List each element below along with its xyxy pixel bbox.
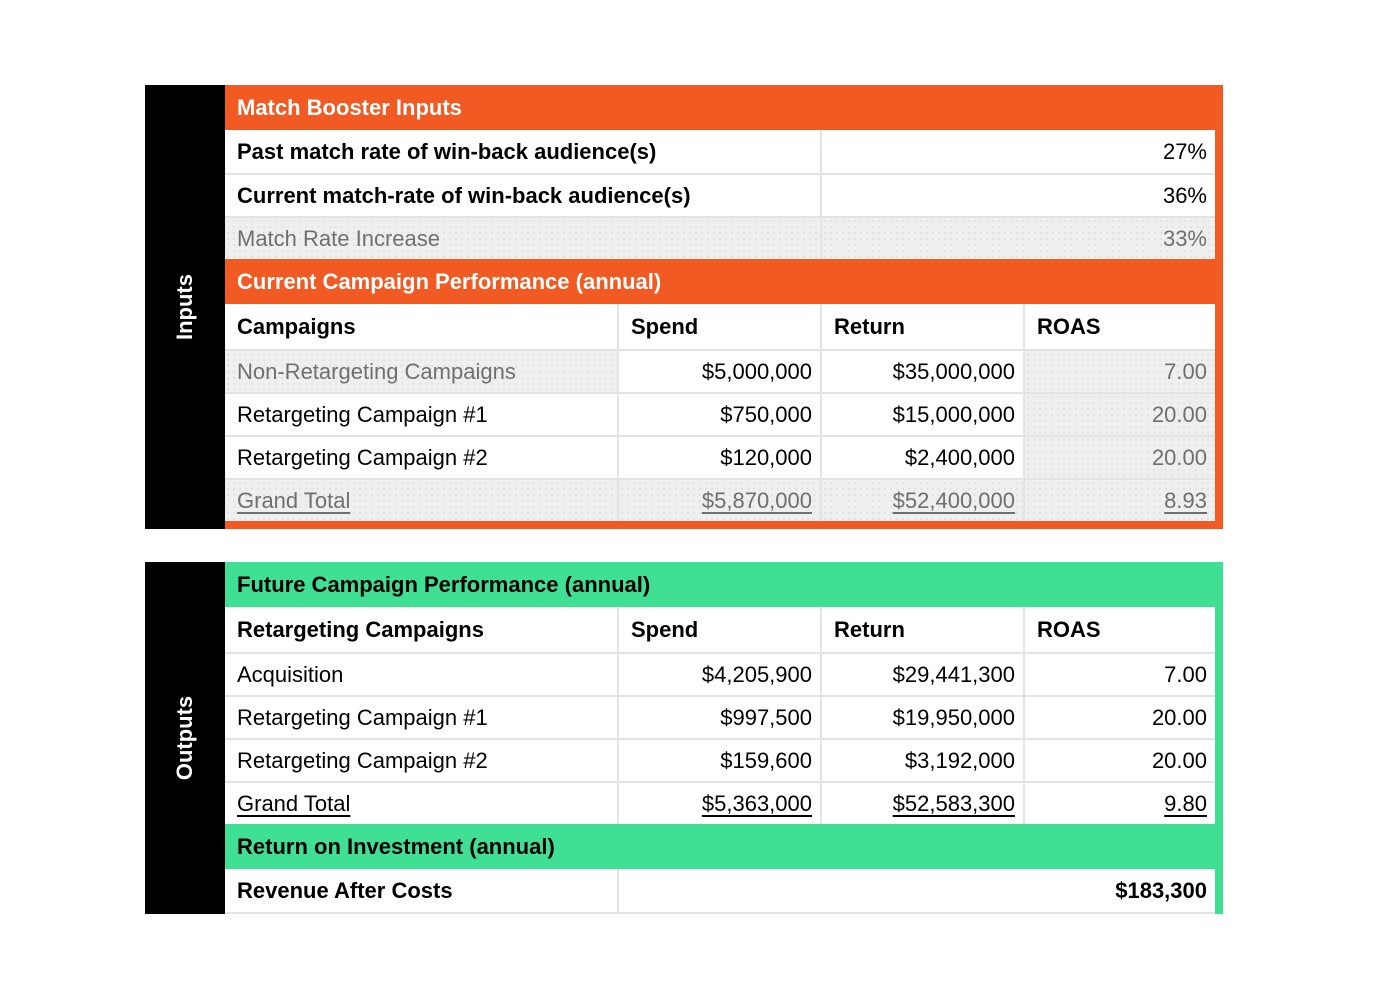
roas-cell: 20.00: [1023, 394, 1215, 435]
campaign-name-cell: Non-Retargeting Campaigns: [225, 351, 617, 392]
table-row: [225, 738, 1215, 781]
inputs-col-header-spend: Spend: [617, 304, 820, 349]
spend-cell[interactable]: $750,000: [617, 394, 820, 435]
past-match-rate-label: Past match rate of win-back audience(s): [237, 138, 657, 164]
inputs-sidebar: [145, 85, 225, 529]
grand-total-label: Grand Total: [225, 480, 617, 521]
table-row: [225, 695, 1215, 738]
grand-total-roas: 8.93: [1023, 480, 1215, 521]
grand-total-spend: $5,363,000: [617, 783, 820, 824]
revenue-after-costs-value: $183,300: [617, 869, 1215, 912]
spend-cell: $159,600: [617, 740, 820, 781]
match-booster-inputs-header: Match Booster Inputs: [225, 85, 1215, 130]
table-row: [225, 349, 1215, 392]
grand-total-return: $52,583,300: [820, 783, 1023, 824]
grand-total-spend: $5,870,000: [617, 480, 820, 521]
table-row: [225, 652, 1215, 695]
return-cell: $3,192,000: [820, 740, 1023, 781]
outputs-table-header-row: [225, 607, 1215, 652]
current-match-rate-label: Current match-rate of win-back audience(s): [237, 182, 691, 208]
spend-cell: $4,205,900: [617, 654, 820, 695]
grand-total-return: $52,400,000: [820, 480, 1023, 521]
return-on-investment-header: Return on Investment (annual): [225, 824, 1215, 869]
revenue-after-costs-row: [225, 869, 1215, 914]
return-cell[interactable]: $2,400,000: [820, 437, 1023, 478]
current-match-rate-row: [225, 173, 1215, 216]
grand-total-row: [225, 781, 1215, 824]
outputs-col-header-spend: Spend: [617, 607, 820, 652]
spend-cell[interactable]: $5,000,000: [617, 351, 820, 392]
inputs-sidebar-label: Inputs: [172, 274, 197, 340]
return-cell[interactable]: $35,000,000: [820, 351, 1023, 392]
past-match-rate-row: [225, 130, 1215, 173]
match-rate-increase-value-cell: 33%: [820, 218, 1215, 259]
table-row: [225, 435, 1215, 478]
spend-cell[interactable]: $120,000: [617, 437, 820, 478]
grand-total-label: Grand Total: [237, 790, 351, 816]
grand-total-row: [225, 478, 1215, 521]
roas-cell: 20.00: [1023, 697, 1215, 738]
current-campaign-performance-header: Current Campaign Performance (annual): [225, 259, 1215, 304]
match-rate-increase-label: Match Rate Increase: [225, 218, 820, 259]
campaign-name-cell: Retargeting Campaign #1: [237, 401, 488, 427]
outputs-sidebar-label: Outputs: [172, 695, 197, 781]
campaign-name-cell: Retargeting Campaign #2: [237, 747, 488, 773]
campaign-name-cell: Retargeting Campaign #2: [237, 444, 488, 470]
future-campaign-performance-header: Future Campaign Performance (annual): [225, 562, 1215, 607]
return-cell[interactable]: $15,000,000: [820, 394, 1023, 435]
outputs-col-header-campaigns: Retargeting Campaigns: [237, 616, 484, 642]
spend-cell: $997,500: [617, 697, 820, 738]
inputs-col-header-roas: ROAS: [1023, 304, 1215, 349]
outputs-col-header-return: Return: [820, 607, 1023, 652]
roas-cell: 20.00: [1023, 740, 1215, 781]
roas-cell: 7.00: [1023, 654, 1215, 695]
campaign-name-cell: Acquisition: [237, 661, 344, 687]
outputs-content: [225, 562, 1223, 914]
return-cell: $19,950,000: [820, 697, 1023, 738]
inputs-col-header-campaigns: Campaigns: [237, 313, 356, 339]
return-cell: $29,441,300: [820, 654, 1023, 695]
current-match-rate-value-cell[interactable]: 36%: [820, 175, 1215, 216]
roas-cell: 7.00: [1023, 351, 1215, 392]
revenue-after-costs-label: Revenue After Costs: [237, 877, 453, 903]
campaign-name-cell: Retargeting Campaign #1: [237, 704, 488, 730]
inputs-section: [145, 85, 1223, 529]
table-row: [225, 392, 1215, 435]
grand-total-roas: 9.80: [1023, 783, 1215, 824]
outputs-sidebar: [145, 562, 225, 914]
inputs-col-header-return: Return: [820, 304, 1023, 349]
roas-cell: 20.00: [1023, 437, 1215, 478]
inputs-content: [225, 85, 1223, 529]
inputs-table-header-row: [225, 304, 1215, 349]
outputs-section: [145, 562, 1223, 914]
past-match-rate-value-cell[interactable]: 27%: [820, 130, 1215, 173]
match-rate-increase-row: [225, 216, 1215, 259]
outputs-col-header-roas: ROAS: [1023, 607, 1215, 652]
